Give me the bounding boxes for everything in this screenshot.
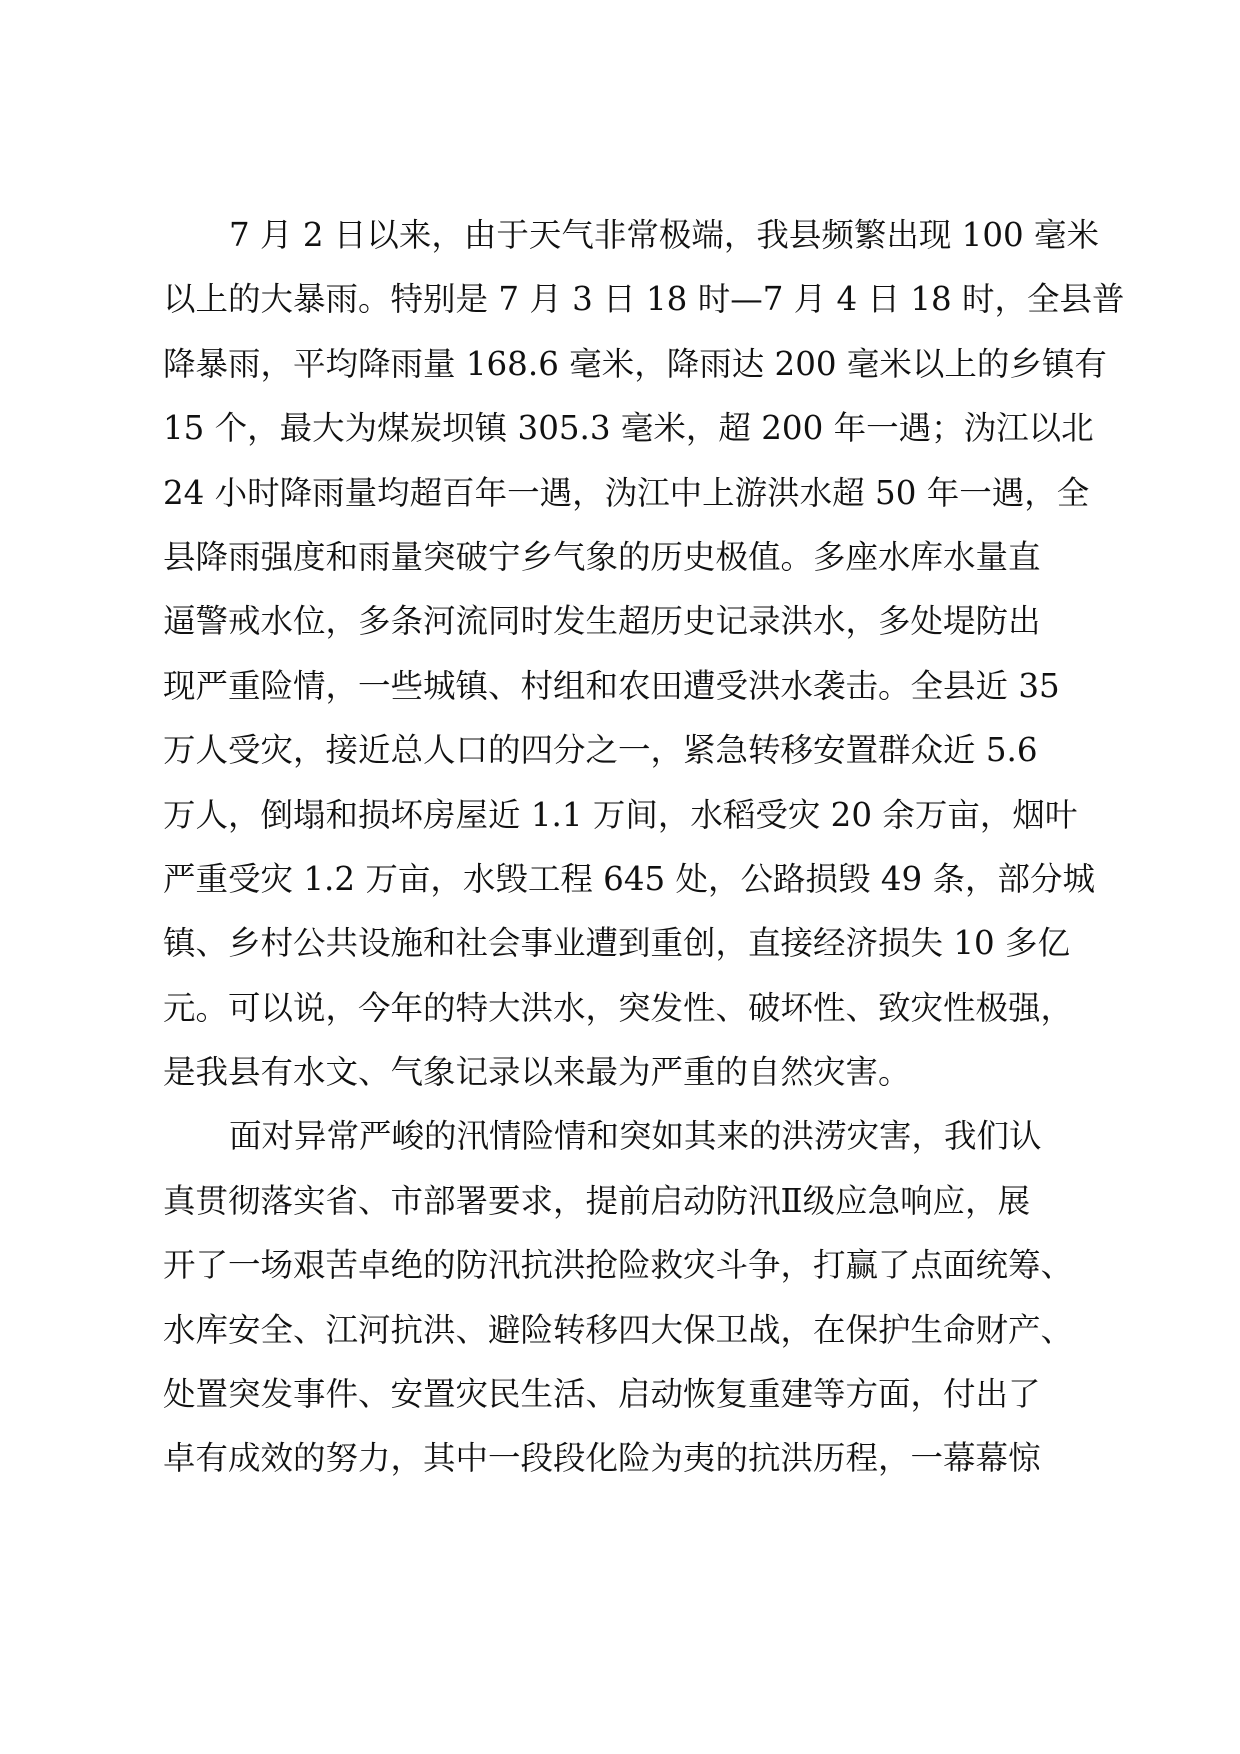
paragraph-line: 镇、乡村公共设施和社会事业遭到重创，直接经济损失 10 多亿 xyxy=(163,924,1071,963)
paragraph-line: 24 小时降雨量均超百年一遇，沩江中上游洪水超 50 年一遇，全 xyxy=(163,473,1090,512)
document-body xyxy=(163,203,1123,1491)
paragraph-line: 以上的大暴雨。特别是 7 月 3 日 18 时—7 月 4 日 18 时，全县普 xyxy=(163,280,1125,319)
paragraph-line: 降暴雨，平均降雨量 168.6 毫米，降雨达 200 毫米以上的乡镇有 xyxy=(163,344,1107,383)
paragraph-line: 面对异常严峻的汛情险情和突如其来的洪涝灾害，我们认 xyxy=(229,1117,1042,1156)
paragraph-line: 县降雨强度和雨量突破宁乡气象的历史极值。多座水库水量直 xyxy=(163,537,1041,576)
paragraph-line: 真贯彻落实省、市部署要求，提前启动防汛Ⅱ级应急响应，展 xyxy=(163,1181,1031,1220)
paragraph-2 xyxy=(163,1104,1123,1490)
paragraph-line: 卓有成效的努力，其中一段段化险为夷的抗洪历程，一幕幕惊 xyxy=(163,1439,1041,1478)
paragraph-line: 处置突发事件、安置灾民生活、启动恢复重建等方面，付出了 xyxy=(163,1375,1041,1414)
paragraph-line: 万人，倒塌和损坏房屋近 1.1 万间，水稻受灾 20 余万亩，烟叶 xyxy=(163,795,1078,834)
paragraph-line: 开了一场艰苦卓绝的防汛抗洪抢险救灾斗争，打赢了点面统筹、 xyxy=(163,1246,1074,1285)
paragraph-line: 逼警戒水位，多条河流同时发生超历史记录洪水，多处堤防出 xyxy=(163,602,1041,641)
paragraph-line: 现严重险情，一些城镇、村组和农田遭受洪水袭击。全县近 35 xyxy=(163,666,1060,705)
paragraph-1 xyxy=(163,203,1123,1104)
paragraph-line: 7 月 2 日以来，由于天气非常极端，我县频繁出现 100 毫米 xyxy=(229,216,1100,254)
paragraph-line: 水库安全、江河抗洪、避险转移四大保卫战，在保护生命财产、 xyxy=(163,1310,1074,1349)
paragraph-line: 15 个，最大为煤炭坝镇 305.3 毫米，超 200 年一遇；沩江以北 xyxy=(163,409,1094,448)
paragraph-line: 是我县有水文、气象记录以来最为严重的自然灾害。 xyxy=(163,1053,911,1092)
paragraph-line: 元。可以说，今年的特大洪水，突发性、破坏性、致灾性极强， xyxy=(163,988,1074,1027)
paragraph-line: 万人受灾，接近总人口的四分之一，紧急转移安置群众近 5.6 xyxy=(163,731,1038,770)
paragraph-line: 严重受灾 1.2 万亩，水毁工程 645 处，公路损毁 49 条，部分城 xyxy=(163,859,1096,898)
